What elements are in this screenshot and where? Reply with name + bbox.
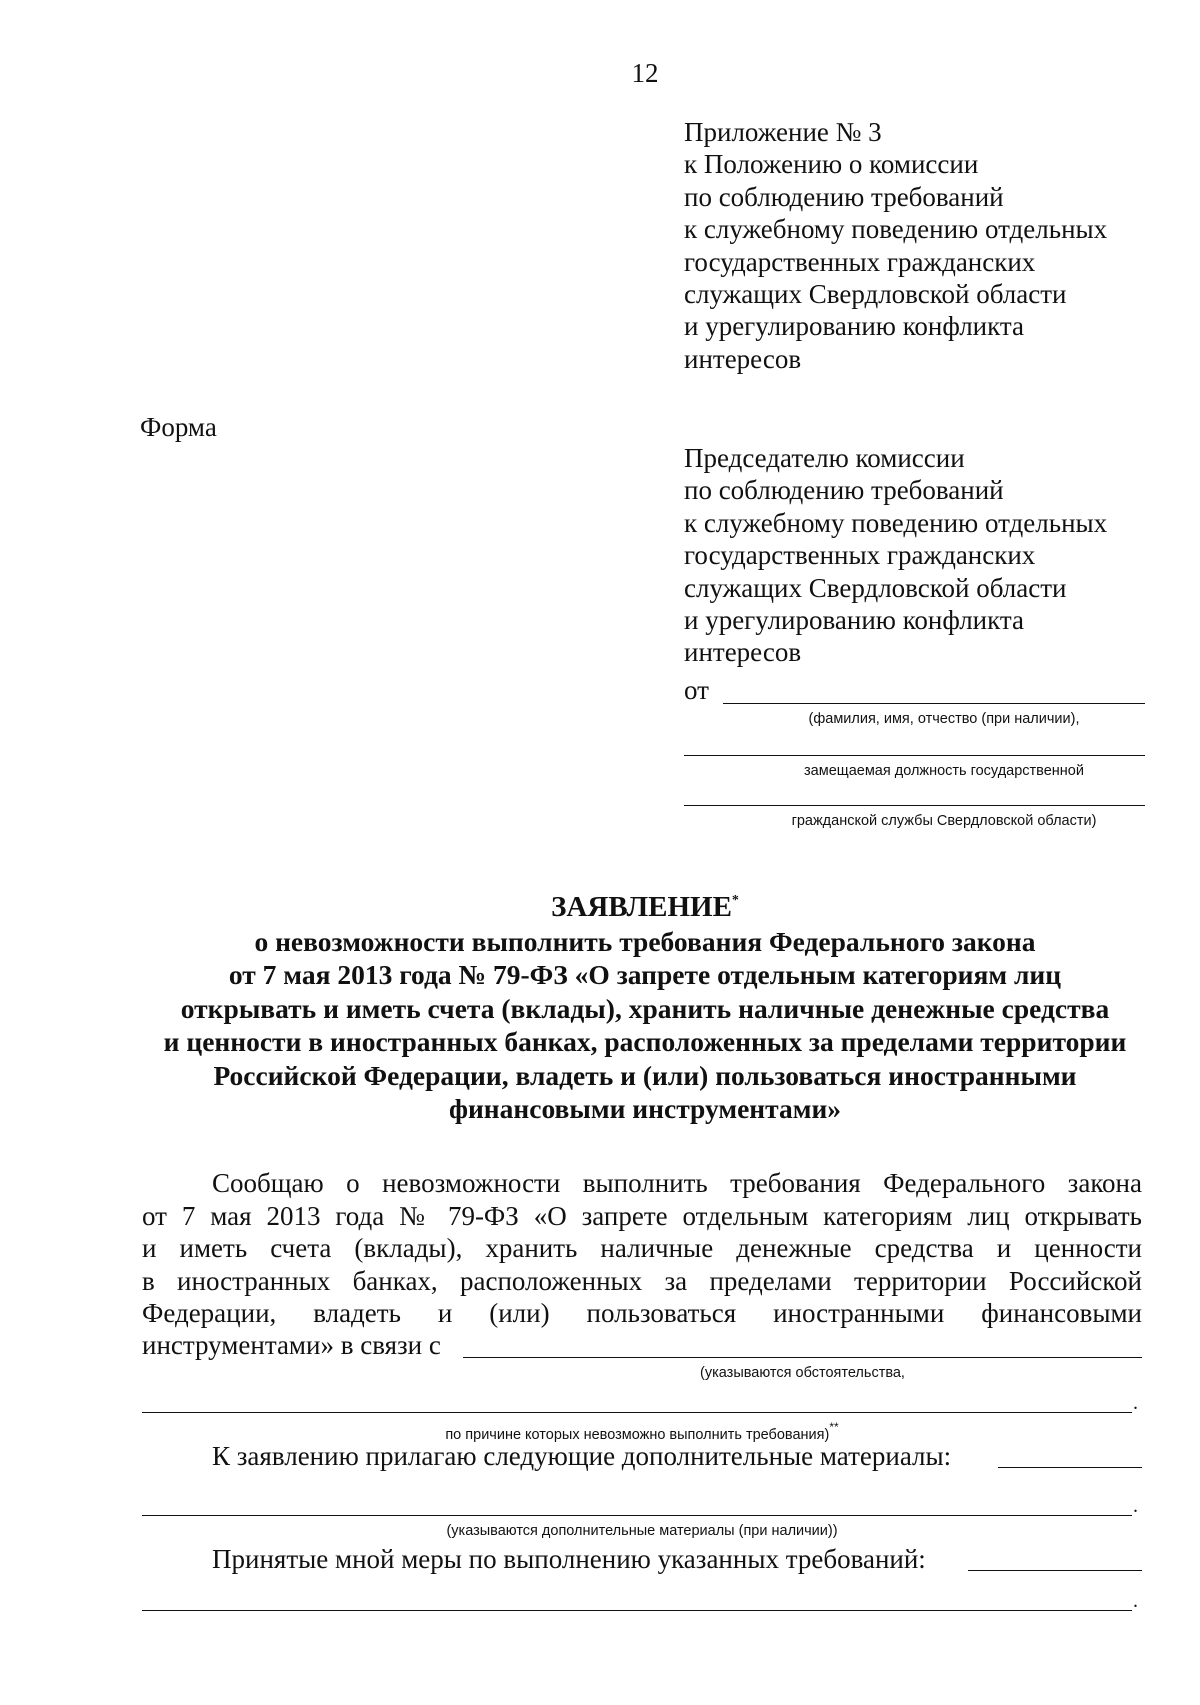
measures-field-line-2[interactable] — [142, 1610, 1132, 1611]
attachments-hint: (указываются дополнительные материалы (при наличии)) — [446, 1523, 838, 1539]
form-label: Форма — [140, 412, 217, 442]
annex-line: к Положению о комиссии — [684, 149, 979, 180]
reason-footnote-mark: ** — [829, 1420, 839, 1434]
addressee-line: интересов — [684, 637, 802, 668]
paragraph-line: и иметь счета (вклады), хранить наличные денежные средства и ценности — [142, 1233, 1142, 1263]
circumstances-field-line-2[interactable] — [142, 1412, 1132, 1413]
name-field-line[interactable] — [723, 703, 1145, 704]
period: . — [1133, 1392, 1138, 1414]
addressee-line: Председателю комиссии — [684, 443, 965, 473]
annex-line: по соблюдению требований — [684, 181, 1004, 212]
circumstances-field-line[interactable] — [463, 1357, 1142, 1358]
annex-line: и урегулированию конфликта — [684, 311, 1025, 342]
page-number: 12 — [631, 58, 659, 88]
annex-line: Приложение № 3 — [684, 117, 882, 147]
period: . — [1133, 1590, 1138, 1612]
title-line: от 7 мая 2013 года № 79-ФЗ «О запрете отдельным категориям лиц — [228, 959, 1062, 990]
addressee-line: государственных гражданских — [684, 540, 1036, 571]
from-label: от — [684, 675, 709, 705]
paragraph-line: в иностранных банках, расположенных за пределами территории Российской — [142, 1265, 1142, 1296]
addressee-line: к служебному поведению отдельных — [684, 507, 1108, 538]
annex-line: государственных гражданских — [684, 246, 1036, 277]
circumstances-label: инструментами» в связи с — [142, 1330, 441, 1360]
measures-label: Принятые мной меры по выполнению указанных требований: — [212, 1544, 926, 1574]
title-line: о невозможности выполнить требования Федерального закона — [254, 925, 1036, 957]
addressee-block — [684, 442, 1107, 669]
period: . — [1133, 1495, 1138, 1517]
position-field-line[interactable] — [684, 755, 1145, 756]
service-field-hint: гражданской службы Свердловской области) — [791, 813, 1097, 829]
annex-block — [684, 116, 1107, 375]
title-footnote-mark: * — [731, 893, 739, 908]
paragraph-line: от 7 мая 2013 года № 79-ФЗ «О запрете отдельным категориям лиц открывать — [142, 1200, 1142, 1231]
title-line: открывать и иметь счета (вклады), хранить наличные денежные средства — [180, 992, 1110, 1024]
title-line: и ценности в иностранных банках, расположенных за пределами территории — [163, 1026, 1127, 1057]
annex-line: к служебному поведению отдельных — [684, 214, 1108, 245]
name-field-hint: (фамилия, имя, отчество (при наличии), — [808, 711, 1080, 727]
reason-hint: по причине которых невозможно выполнить требования)** — [445, 1420, 839, 1443]
attachments-field-line[interactable] — [998, 1467, 1142, 1468]
attachments-field-line-2[interactable] — [142, 1515, 1132, 1516]
addressee-line: и урегулированию конфликта — [684, 605, 1025, 636]
addressee-line: служащих Свердловской области — [684, 572, 1067, 603]
annex-line: интересов — [684, 343, 802, 374]
annex-line: служащих Свердловской области — [684, 279, 1067, 310]
attachments-label: К заявлению прилагаю следующие дополнительные материалы: — [212, 1441, 952, 1471]
document-title — [60, 884, 1200, 1126]
position-field-hint: замещаемая должность государственной — [804, 763, 1084, 779]
measures-field-line[interactable] — [968, 1570, 1142, 1571]
title-line: Российской Федерации, владеть и (или) пользоваться иностранными — [213, 1059, 1077, 1091]
service-field-line[interactable] — [684, 805, 1145, 806]
title-heading: ЗАЯВЛЕНИЕ* — [551, 891, 739, 923]
circumstances-hint: (указываются обстоятельства, — [700, 1365, 905, 1381]
paragraph-line: Сообщаю о невозможности выполнить требования Федерального закона — [212, 1168, 1142, 1198]
title-line: финансовыми инструментами» — [448, 1093, 842, 1124]
body-paragraph — [142, 1167, 1142, 1330]
addressee-line: по соблюдению требований — [684, 475, 1004, 506]
paragraph-line: Федерации, владеть и (или) пользоваться иностранными финансовыми — [142, 1298, 1142, 1328]
